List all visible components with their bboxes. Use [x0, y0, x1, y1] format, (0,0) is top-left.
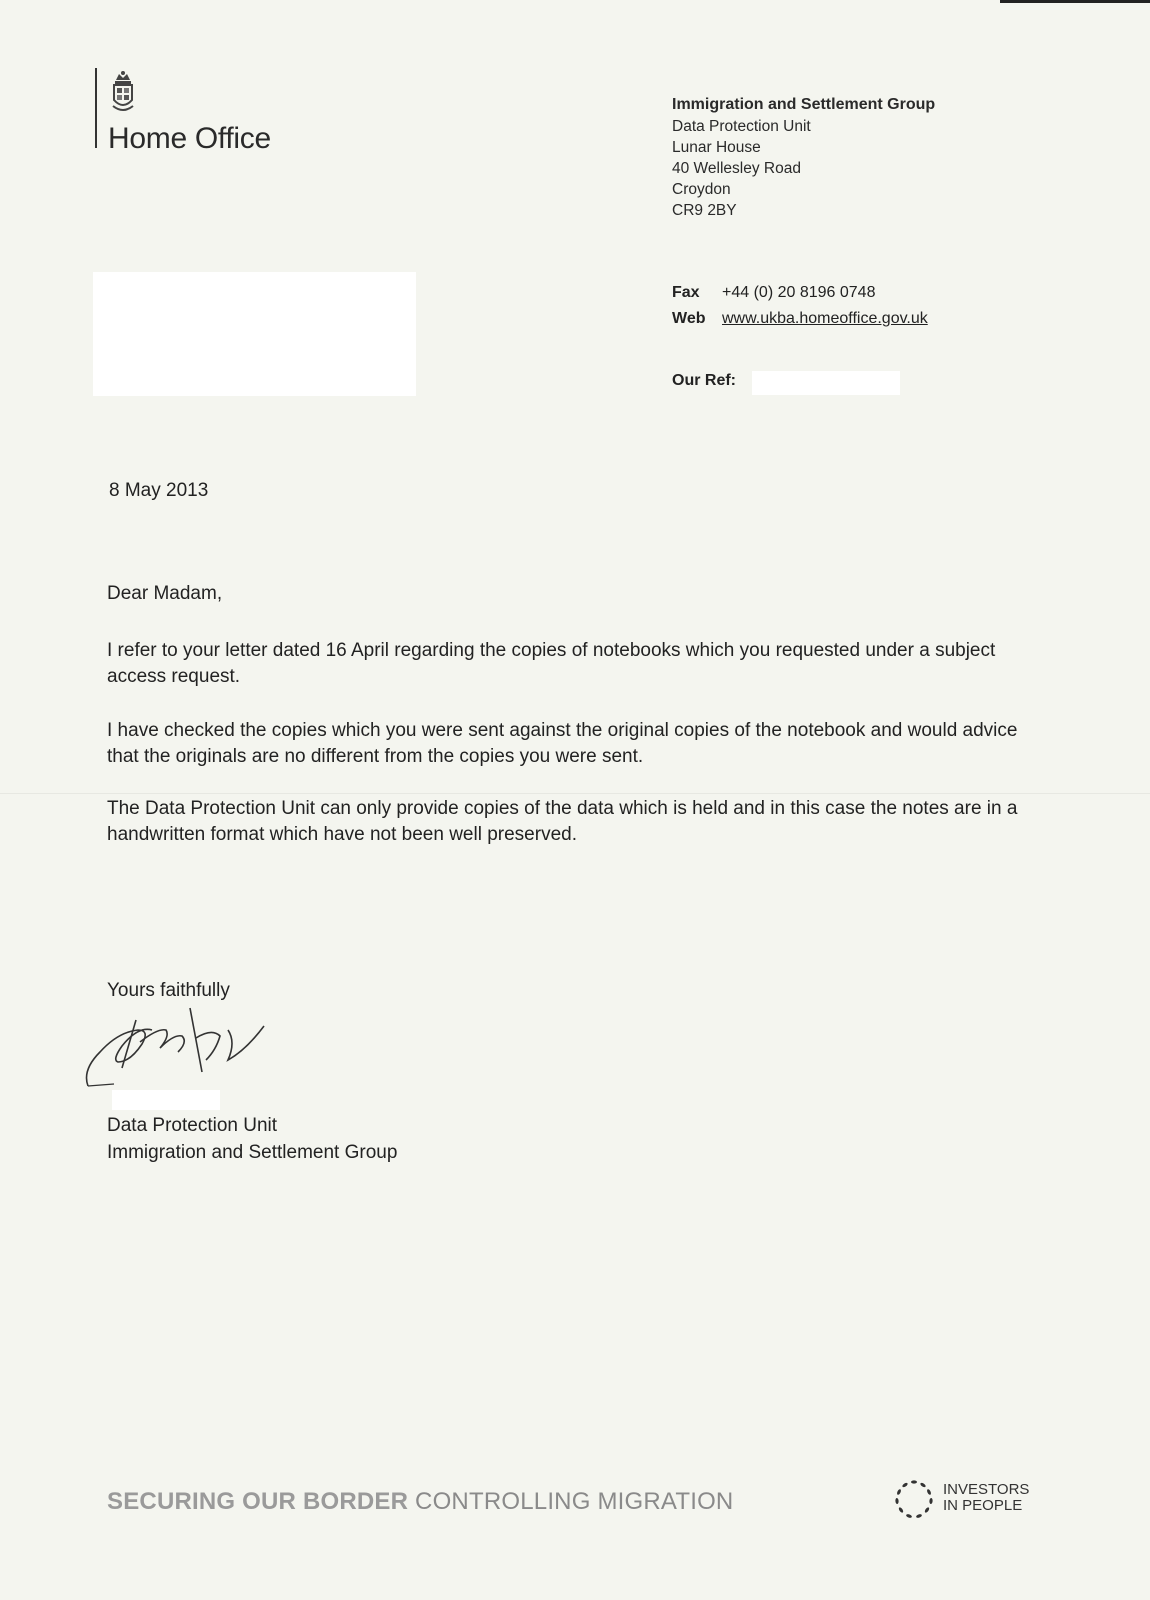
scan-edge: [1000, 0, 1150, 3]
footer-slogan: [107, 1488, 733, 1516]
body-paragraph: The Data Protection Unit can only provide copies of the data which is held and in this case the notes are in a handwritten format which have not been well preserved.: [107, 798, 1018, 845]
web-label: Web: [672, 310, 706, 327]
address-line: Lunar House: [672, 139, 761, 156]
signoff-line: Immigration and Settlement Group: [107, 1142, 398, 1163]
royal-crest-icon: [110, 70, 136, 116]
iip-line: INVESTORS: [943, 1481, 1030, 1498]
redacted-reference: [752, 371, 900, 395]
handwritten-signature: [78, 990, 278, 1100]
address-line: Data Protection Unit: [672, 118, 811, 135]
body-paragraph: I refer to your letter dated 16 April regarding the copies of notebooks which you requested under a subject access request.: [107, 640, 996, 687]
fax-label: Fax: [672, 284, 700, 301]
letter-date: 8 May 2013: [109, 480, 209, 501]
signoff-line: Data Protection Unit: [107, 1115, 278, 1136]
investors-in-people-laurel-icon: [893, 1478, 935, 1520]
iip-line: IN PEOPLE: [943, 1497, 1023, 1514]
fax-number: +44 (0) 20 8196 0748: [722, 284, 876, 301]
investors-in-people-text: [943, 1482, 1029, 1514]
address-line: Croydon: [672, 181, 731, 198]
sender-address: [672, 93, 972, 221]
slogan-rest: CONTROLLING MIGRATION: [415, 1488, 734, 1515]
redacted-signatory-name: [112, 1090, 220, 1110]
web-link[interactable]: www.ukba.homeoffice.gov.uk: [722, 310, 928, 327]
home-office-logo-text: Home Office: [108, 122, 271, 155]
paper-fold-line: [0, 793, 1150, 794]
logo-divider: [95, 68, 97, 148]
signoff-block: [107, 1112, 397, 1166]
address-line: CR9 2BY: [672, 202, 737, 219]
redacted-recipient-address: [93, 272, 416, 396]
body-paragraph: I have checked the copies which you were sent against the original copies of the notebook and would advice that the originals are no different from the copies you were sent.: [107, 720, 1018, 767]
closing: Yours faithfully: [107, 980, 230, 1001]
address-line: 40 Wellesley Road: [672, 160, 801, 177]
contact-block: [672, 280, 928, 332]
sender-org: Immigration and Settlement Group: [672, 96, 936, 113]
slogan-bold: SECURING OUR BORDER: [107, 1488, 409, 1515]
salutation: Dear Madam,: [107, 583, 223, 604]
our-ref-label: Our Ref:: [672, 372, 736, 389]
